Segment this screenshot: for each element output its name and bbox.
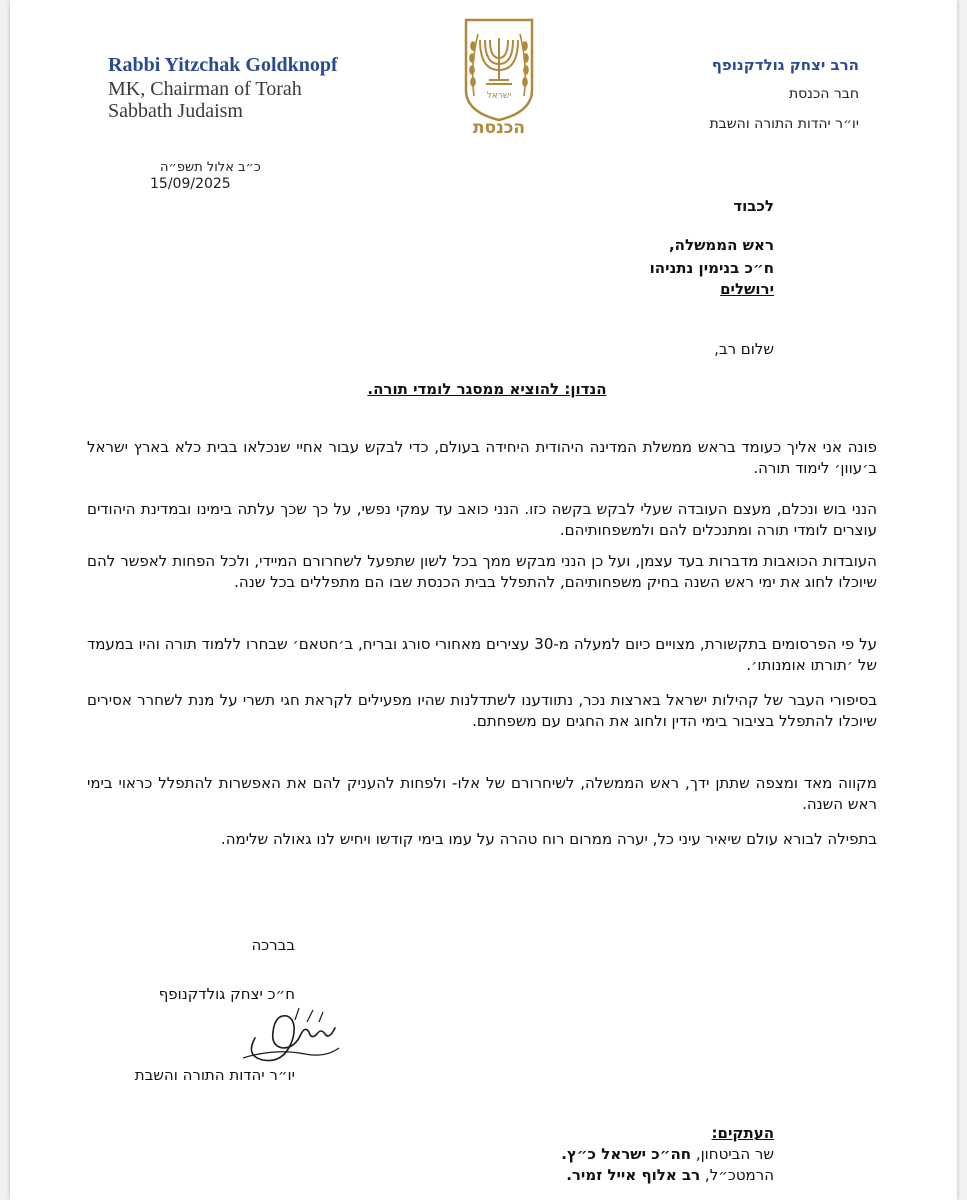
handwritten-signature	[235, 998, 345, 1070]
signatory-role: יו״ר יהדות התורה והשבת	[134, 1066, 295, 1084]
body-paragraph: פונה אני אליך כעומד בראש ממשלת המדינה היהודית היחידה בעולם, כדי לבקש עבור אחיי שנכלאו בבית כלא בארץ ישראל ב׳עוון׳ לימוד תורה.	[87, 438, 877, 477]
body-paragraph: בסיפורי העבר של קהילות ישראל בארצות נכר, נתוודענו לשתדלנות שהיו מפעילים לקראת חגי תשרי על מנת לשחרר אסירים שיוכלו להתפלל בציבור בימי הדין ולחוג את החגים עם משפחתם.	[87, 691, 877, 730]
body-paragraph: הנני בוש ונכלם, מעצם העובדה שעלי לבקש בקשה כזו. הנני כואב עד עמקי נפשי, על כך שכך עלתה בימינו ובמדינת היהודים עוצרים לומדי תורה ומתנכלים להם ולמשפחותיהם.	[87, 500, 877, 539]
body-paragraph: על פי הפרסומים בתקשורת, מצויים כיום למעלה מ-30 עצירים מאחורי סורג ובריח, ב׳חטאם׳ שבחרו ללמוד תורה והיו במעמד של ׳תורתו אומנותו׳.	[87, 635, 877, 674]
sender-name-hebrew: הרב יצחק גולדקנופף	[711, 56, 859, 74]
emblem-inner-text	[458, 84, 540, 104]
sender-title-english-line1: MK, Chairman of Torah	[108, 78, 302, 100]
cc-line-1-name: חה״כ ישראל כ״ץ.	[561, 1145, 692, 1163]
body-paragraph: מקווה מאד ומצפה שתתן ידך, ראש הממשלה, לשיחרורם של אלו- ולפחות להעניק להם את האפשרות להתפלל כראוי בימי ראש השנה.	[87, 774, 877, 813]
emblem-caption: הכנסת	[472, 118, 526, 138]
recipient-city: ירושלים	[720, 280, 774, 298]
cc-line-2	[566, 1166, 774, 1184]
sender-name-english: Rabbi Yitzchak Goldknopf	[108, 54, 338, 76]
sender-title-hebrew-line2: יו״ר יהדות התורה והשבת	[709, 116, 859, 132]
recipient-line1: ראש הממשלה,	[668, 236, 774, 254]
sender-title-english-line2: Sabbath Judaism	[108, 100, 243, 122]
cc-line-2-name: רב אלוף אייל זמיר.	[566, 1166, 701, 1184]
body-paragraph: בתפילה לבורא עולם שיאיר עיני כל, יערה ממרום רוח טהרה על עמו בימי קודשו ויחיש לנו גאולה שלימה.	[220, 830, 877, 848]
cc-line-2-title: הרמטכ״ל,	[700, 1166, 774, 1184]
sender-title-hebrew-line1: חבר הכנסת	[788, 86, 859, 102]
subject-line: הנדון: להוציא ממסגר לומדי תורה.	[367, 380, 607, 398]
svg-text:ישראל: ישראל	[486, 91, 512, 101]
hebrew-date: כ״ב אלול תשפ״ה	[160, 160, 261, 175]
to-label: לכבוד	[733, 197, 774, 215]
greeting: שלום רב,	[714, 340, 774, 358]
closing-blessing: בברכה	[251, 936, 295, 954]
cc-line-1	[561, 1145, 774, 1163]
cc-line-1-title: שר הביטחון,	[691, 1145, 774, 1163]
recipient-line2: ח״כ בנימין נתניהו	[649, 259, 774, 277]
gregorian-date: 15/09/2025	[150, 176, 231, 192]
signatory-name: ח״כ יצחק גולדקנופף	[158, 985, 295, 1003]
body-paragraph: העובדות הכואבות מדברות בעד עצמן, ועל כן הנני מבקש ממך בכל לשון שתפעל לשחרורם המיידי, ולכל הפחות לאפשר להם שיוכלו לחוג את ימי ראש השנה בחיק משפחותיהם, להתפלל בבית הכנסת שבו הם מתפללים בכל שנה.	[87, 552, 877, 591]
cc-label: העתקים:	[711, 1124, 774, 1142]
letter-page	[10, 0, 957, 1200]
